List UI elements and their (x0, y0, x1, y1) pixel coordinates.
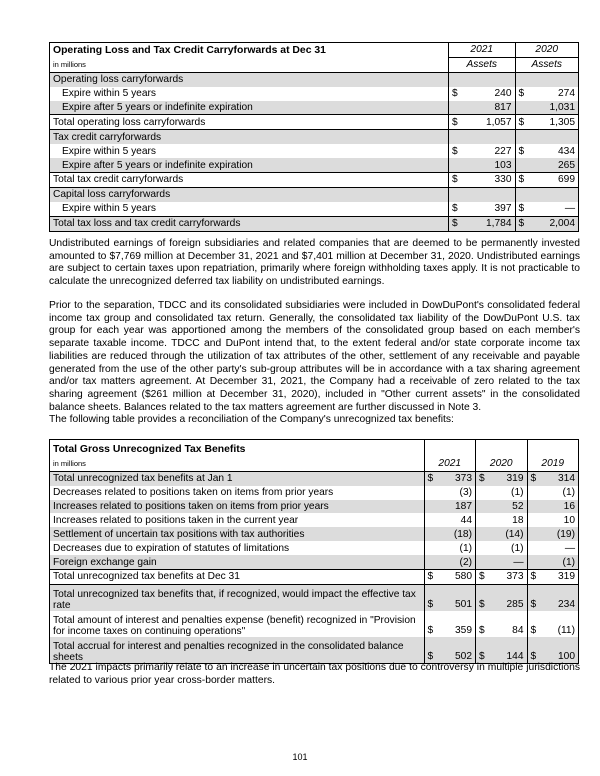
year-header: 2019 (527, 457, 579, 471)
row-label: Expire after 5 years or indefinite expiration (50, 158, 449, 172)
year-header: 2021 (449, 43, 516, 58)
table-row (50, 130, 579, 144)
currency-symbol (476, 486, 488, 500)
cell-value: (1) (511, 542, 524, 554)
cell-value: 44 (460, 514, 472, 526)
currency-symbol (476, 500, 488, 514)
cell-value: — (564, 203, 575, 215)
currency-symbol: $ (449, 173, 461, 188)
currency-symbol (449, 101, 461, 115)
cell-value: 319 (539, 570, 579, 585)
currency-symbol: $ (515, 202, 527, 216)
currency-symbol (476, 555, 488, 569)
cell-value: 84 (512, 624, 524, 636)
currency-symbol (449, 72, 461, 86)
currency-symbol (449, 158, 461, 172)
cell-value: 52 (487, 500, 527, 514)
cell-value: 330 (460, 173, 515, 188)
row-label: Capital loss carryforwards (50, 187, 449, 201)
unit-label: in millions (50, 457, 425, 471)
cell-value: — (564, 542, 575, 554)
currency-symbol (527, 555, 539, 569)
cell-value: 319 (487, 471, 527, 485)
cell-value: (1) (459, 542, 472, 554)
table-row (50, 115, 579, 130)
table-row (50, 527, 579, 541)
cell-value: (3) (459, 487, 472, 499)
cell-value: 1,784 (460, 216, 515, 231)
table-row (50, 637, 579, 664)
currency-symbol: $ (515, 144, 527, 158)
table-row (50, 584, 579, 611)
table-row (50, 471, 579, 485)
table-row (50, 158, 579, 172)
row-label: Increases related to positions taken on items from prior years (50, 500, 425, 514)
cell-value (460, 130, 515, 144)
row-label: Foreign exchange gain (50, 555, 425, 569)
cell-value (460, 72, 515, 86)
cell-value: 397 (494, 203, 512, 215)
cell-value: 1,057 (460, 115, 515, 130)
currency-symbol: $ (476, 637, 488, 664)
currency-symbol: $ (424, 637, 436, 664)
currency-symbol: $ (449, 202, 461, 216)
table-row (50, 486, 579, 500)
row-label: Total operating loss carryforwards (50, 115, 449, 130)
page-number: 101 (292, 752, 308, 762)
year-header: 2020 (515, 43, 579, 58)
cell-value: (1) (562, 487, 575, 499)
table-row (50, 555, 579, 569)
currency-symbol (424, 486, 436, 500)
cell-value: 274 (558, 88, 575, 100)
currency-symbol: $ (476, 611, 488, 637)
row-label: Total unrecognized tax benefits that, if recognized, would impact the effective tax rate (50, 584, 425, 611)
currency-symbol (424, 500, 436, 514)
currency-symbol: $ (476, 570, 488, 585)
column-subheader: Assets (515, 57, 579, 72)
cell-value: 1,305 (527, 115, 579, 130)
row-label: Tax credit carryforwards (50, 130, 449, 144)
currency-symbol: $ (476, 471, 488, 485)
currency-symbol: $ (527, 611, 539, 637)
cell-value: 234 (539, 584, 579, 611)
table-row (50, 187, 579, 201)
currency-symbol: $ (424, 570, 436, 585)
table-row (50, 216, 579, 231)
table-row (50, 570, 579, 585)
cell-value: — (487, 555, 527, 569)
cell-value: 18 (512, 514, 524, 526)
cell-value (527, 72, 579, 86)
cell-value: 265 (527, 158, 579, 172)
cell-value: 501 (436, 584, 476, 611)
currency-symbol: $ (424, 611, 436, 637)
currency-symbol: $ (449, 216, 461, 231)
currency-symbol (424, 541, 436, 555)
paragraph-2021-impacts: The 2021 impacts primarily relate to an increase in uncertain tax positions due to controversy in multiple jurisdictions related to various prior year cross-border matters. (49, 662, 580, 686)
row-label: Total unrecognized tax benefits at Dec 31 (50, 570, 425, 585)
row-label: Decreases due to expiration of statutes of limitations (53, 542, 290, 554)
table-row (50, 87, 579, 101)
row-label: Total amount of interest and penalties expense (benefit) recognized in "Provision for income taxes on continuing operations" (53, 614, 416, 637)
currency-symbol: $ (527, 471, 539, 485)
row-label: Total tax credit carryforwards (50, 173, 449, 188)
currency-symbol (515, 187, 527, 201)
table-row (50, 541, 579, 555)
currency-symbol: $ (476, 584, 488, 611)
year-header: 2020 (476, 457, 528, 471)
cell-value: 699 (527, 173, 579, 188)
table-title: Total Gross Unrecognized Tax Benefits (53, 444, 246, 456)
table-row (50, 513, 579, 527)
cell-value: 16 (539, 500, 579, 514)
currency-symbol: $ (515, 173, 527, 188)
table-row (50, 173, 579, 188)
currency-symbol (515, 101, 527, 115)
table-row (50, 101, 579, 115)
cell-value: 103 (460, 158, 515, 172)
row-label: Settlement of uncertain tax positions with tax authorities (50, 527, 425, 541)
table-row (50, 500, 579, 514)
paragraph-tax-sharing: Prior to the separation, TDCC and its consolidated subsidiaries were included in DowDuPont's consolidated federal income tax group and consolidated tax return. Generally, the consolidated tax liability of the DowDuPont U.S. tax group for each year was apportioned among the members of the consolidated group based on each member's separate taxable income. TDCC and DuPont intend that, to the extent federal and/or state corporate income tax liabilities are reduced through the utilization of tax attributes of the other, settlement of any receivable and payable generated from the use of the other party's sub-group attributes will be in accordance with a tax sharing agreement and/or tax matters agreement. At December 31, 2021, the Company had a receivable of zero related to the tax sharing agreement ($261 million at December 31, 2020), included in "Other current assets" in the consolidated balance sheets. Balances related to the tax matters agreement are further discussed in Note 3. (49, 300, 580, 413)
table-row (50, 72, 579, 86)
column-subheader: Assets (449, 57, 516, 72)
currency-symbol (476, 527, 488, 541)
cell-value: 314 (539, 471, 579, 485)
cell-value: 373 (487, 570, 527, 585)
paragraph-undistributed-earnings: Undistributed earnings of foreign subsidiaries and related companies that are deemed to be permanently invested amounted to $7,769 million at December 31, 2021 and $7,401 million at December 31, 2020. Undistributed earnings are subject to certain taxes upon repatriation, primarily where foreign withholding taxes apply. It is not practicable to calculate the unrecognized deferred tax liability on undistributed earnings. (49, 238, 580, 288)
cell-value: (1) (511, 487, 524, 499)
currency-symbol (449, 130, 461, 144)
row-label: Expire within 5 years (62, 145, 156, 157)
cell-value: (18) (436, 527, 476, 541)
cell-value (460, 187, 515, 201)
cell-value (527, 130, 579, 144)
currency-symbol (527, 500, 539, 514)
carryforwards-table (49, 42, 579, 232)
unit-label: in millions (50, 57, 449, 72)
year-header: 2021 (424, 457, 476, 471)
cell-value: (2) (436, 555, 476, 569)
currency-symbol (424, 513, 436, 527)
currency-symbol: $ (515, 216, 527, 231)
cell-value: 227 (494, 145, 512, 157)
paragraph-table-intro: The following table provides a reconciliation of the Company's unrecognized tax benefits: (49, 414, 454, 425)
currency-symbol: $ (424, 584, 436, 611)
currency-symbol (515, 72, 527, 86)
row-label: Expire within 5 years (62, 203, 156, 215)
cell-value: (19) (539, 527, 579, 541)
row-label: Expire within 5 years (62, 88, 156, 100)
table-row (50, 144, 579, 158)
currency-symbol (527, 486, 539, 500)
cell-value: 502 (436, 637, 476, 664)
currency-symbol: $ (449, 144, 461, 158)
currency-symbol (515, 130, 527, 144)
cell-value: 1,031 (527, 101, 579, 115)
currency-symbol: $ (527, 584, 539, 611)
currency-symbol (515, 158, 527, 172)
row-label: Operating loss carryforwards (50, 72, 449, 86)
currency-symbol: $ (449, 87, 461, 101)
cell-value: 373 (436, 471, 476, 485)
currency-symbol (527, 541, 539, 555)
cell-value: (14) (487, 527, 527, 541)
currency-symbol: $ (515, 87, 527, 101)
row-label: Increases related to positions taken in the current year (53, 514, 299, 526)
cell-value: (1) (539, 555, 579, 569)
cell-value (527, 187, 579, 201)
cell-value: 10 (563, 514, 575, 526)
cell-value: 144 (487, 637, 527, 664)
cell-value: 187 (436, 500, 476, 514)
cell-value: 580 (436, 570, 476, 585)
currency-symbol (527, 527, 539, 541)
currency-symbol (424, 527, 436, 541)
cell-value: 817 (460, 101, 515, 115)
cell-value: (11) (557, 624, 575, 636)
cell-value: 285 (487, 584, 527, 611)
table-row (50, 202, 579, 216)
cell-value: 240 (494, 88, 512, 100)
cell-value: 434 (558, 145, 575, 157)
cell-value: 100 (539, 637, 579, 664)
currency-symbol: $ (515, 115, 527, 130)
currency-symbol: $ (449, 115, 461, 130)
currency-symbol (527, 513, 539, 527)
currency-symbol: $ (527, 637, 539, 664)
row-label: Expire after 5 years or indefinite expiration (50, 101, 449, 115)
cell-value: 2,004 (527, 216, 579, 231)
unrecognized-tax-benefits-table (49, 439, 579, 664)
row-label: Total tax loss and tax credit carryforwards (50, 216, 449, 231)
row-label: Decreases related to positions taken on items from prior years (53, 487, 334, 499)
currency-symbol (449, 187, 461, 201)
table-row (50, 611, 579, 637)
row-label: Total unrecognized tax benefits at Jan 1 (50, 471, 425, 485)
currency-symbol (424, 555, 436, 569)
currency-symbol (476, 513, 488, 527)
currency-symbol: $ (527, 570, 539, 585)
cell-value: 359 (455, 624, 472, 636)
row-label: Total accrual for interest and penalties recognized in the consolidated balance sheets (50, 637, 425, 664)
currency-symbol (476, 541, 488, 555)
table-title: Operating Loss and Tax Credit Carryforwards at Dec 31 (53, 44, 326, 56)
currency-symbol: $ (424, 471, 436, 485)
